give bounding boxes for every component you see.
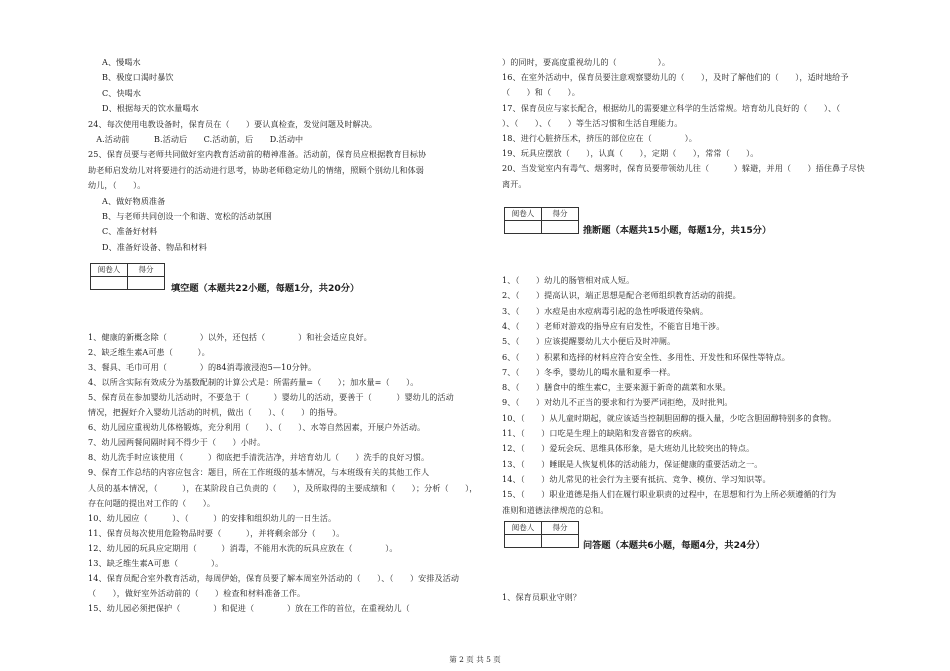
text-line: 3、（ ）水痘是由水痘病毒引起的急性呼吸道传染病。 bbox=[502, 305, 709, 316]
text-line: 19、玩具应摆放（ ），认真（ ），定期（ ），常常（ ）。 bbox=[502, 148, 759, 159]
text-line: B、与老师共同创设一个和谐、宽松的活动氛围 bbox=[102, 211, 272, 221]
text-line: A、慢喝水 bbox=[102, 57, 141, 67]
text-line: 20、当发觉室内有毒气、烟雾时，保育员要带领幼儿往（ ）躲避，并用（ ）捂住鼻子尽快 bbox=[502, 163, 865, 174]
text-line: 9、（ ）对幼儿不正当的要求和行为要严词拒绝，及时批判。 bbox=[502, 397, 733, 408]
text-line: 幼儿，（ ）。 bbox=[88, 180, 146, 191]
text-line: （ ），做好室外活动前的（ ）检查和材料准备工作。 bbox=[88, 587, 306, 598]
text-line: 7、（ ）冬季，婴幼儿的喝水量和夏季一样。 bbox=[502, 366, 676, 377]
score-cell bbox=[542, 535, 579, 548]
score-box-judge bbox=[504, 207, 579, 234]
text-line: 存在问题的提出对工作的（ ）。 bbox=[88, 497, 216, 508]
text-line: 准则和道德法律规范的总和。 bbox=[502, 504, 609, 515]
text-line: 8、幼儿洗手时应该使用（ ）彻底把手清洗洁净，并培育幼儿（ ）洗手的良好习惯。 bbox=[88, 452, 430, 463]
text-line: D、根据每天的饮水量喝水 bbox=[102, 103, 199, 114]
section-title-fill: 填空题（本题共22小题，每题1分，共20分） bbox=[171, 283, 360, 294]
text-line: 离开。 bbox=[502, 178, 527, 189]
text-line: 1、健康的新概念除（ ）以外，还包括（ ）和社会适应良好。 bbox=[88, 332, 372, 342]
text-line: 1、（ ）幼儿的肠管相对成人短。 bbox=[502, 275, 635, 285]
text-line: 14、（ ）幼儿常见的社会行为主要有抵抗、竞争、模仿、学习知识等。 bbox=[502, 473, 771, 484]
text-line: 6、（ ）积累和选择的材料应符合安全性、多用性、开发性和环保性等特点。 bbox=[502, 351, 790, 362]
text-line: 12、幼儿园的玩具应定期用（ ）消毒，不能用水洗的玩具应放在（ ）。 bbox=[88, 542, 398, 553]
reviewer-label: 阅卷人 bbox=[505, 522, 542, 535]
text-line: 7、幼儿园两餐间隔时间不得少于（ ）小时。 bbox=[88, 437, 266, 448]
text-line: 助老师启发幼儿对将要进行的活动进行思考，协助老师稳定幼儿的情绪，照顾个别幼儿和体弱 bbox=[88, 164, 424, 175]
score-box-fill bbox=[90, 263, 165, 290]
text-line: 17、保育员应与家长配合，根据幼儿的需要建立科学的生活常规。培育幼儿良好的（ ）、（ bbox=[502, 102, 849, 113]
text-line: C、快喝水 bbox=[102, 87, 142, 98]
text-line: A、做好物质准备 bbox=[102, 195, 166, 206]
text-line: 24、每次使用电教设备时，保育员在（ ）要认真检查，发觉问题及时解决。 bbox=[88, 118, 378, 129]
score-label: 得分 bbox=[128, 264, 165, 277]
text-line: 9、保育工作总结的内容应包含：题目，所在工作班级的基本情况，与本班级有关的其他工作人 bbox=[88, 467, 430, 478]
text-line: 15、（ ）职业道德是指人们在履行职业职责的过程中，在思想和行为上所必须遵循的行为 bbox=[502, 489, 837, 500]
score-box-qa bbox=[504, 521, 579, 548]
text-line: 4、（ ）老师对游戏的指导应有启发性，不能盲目地干涉。 bbox=[502, 320, 725, 331]
reviewer-cell bbox=[91, 277, 128, 290]
text-line: 12、（ ）爱玩会玩、思维具体形象，是大班幼儿比较突出的特点。 bbox=[502, 443, 755, 454]
text-line: 13、缺乏维生素A可患（ ）。 bbox=[88, 557, 224, 568]
score-cell bbox=[128, 277, 165, 290]
text-line: 11、（ ）口吃是生理上的缺陷和发音器官的疾病。 bbox=[502, 428, 697, 438]
section-title-judge: 推断题（本题共15小题，每题1分，共15分） bbox=[583, 225, 772, 236]
score-cell bbox=[542, 221, 579, 234]
section-title-qa: 问答题（本题共6小题，每题4分，共24分） bbox=[583, 540, 765, 551]
text-line: 16、在室外活动中，保育员要注意观察婴幼儿的（ ），及时了解他们的（ ），适时地给予 bbox=[502, 72, 849, 83]
text-line: ）的同时，要高度重视幼儿的（ ）。 bbox=[502, 57, 671, 67]
text-line: 10、（ ）从儿童时期起，就应该适当控制胆固醇的摄入量，少吃含胆固醇特别多的食物。 bbox=[502, 412, 837, 423]
text-line: 10、幼儿园应（ ）、（ ）的安排和组织幼儿的一日生活。 bbox=[88, 512, 337, 523]
text-line: 6、幼儿园应重视幼儿体格锻炼，充分利用（ ）、（ ）、水等自然因素，开展户外活动。 bbox=[88, 422, 426, 433]
text-line: 2、缺乏维生素A可患（ ）。 bbox=[88, 347, 210, 358]
text-line: （ ）和（ ）。 bbox=[502, 87, 580, 98]
text-line: 1、保育员职业守则？ bbox=[502, 592, 581, 602]
text-line: B、极度口渴时暴饮 bbox=[102, 72, 174, 83]
text-line: 3、餐具、毛巾可用（ ）的84消毒液浸泡5—10分钟。 bbox=[88, 362, 317, 373]
text-line: 11、保育员每次使用危险物品时要（ ），并将剩余部分（ ）。 bbox=[88, 527, 345, 538]
text-line: ）、（ ）、（ ）等生活习惯和生活自理能力。 bbox=[502, 117, 683, 128]
text-line: 5、保育员在参加婴幼儿活动时，不要急于（ ）婴幼儿的活动，要善于（ ）婴幼儿的活动 bbox=[88, 392, 454, 403]
text-line: 15、幼儿园必须把保护（ ）和促进（ ）放在工作的首位，在重视幼儿（ bbox=[88, 602, 427, 613]
text-line: 4、以所含实际有效成分为基数配制的计算公式是：所需药量=（ ）；加水量=（ ）。 bbox=[88, 377, 419, 388]
text-line: 人员的基本情况，（ ），在某阶段自己负责的（ ），及所取得的主要成绩和（ ）；分析（ ）， bbox=[88, 482, 478, 493]
reviewer-label: 阅卷人 bbox=[505, 208, 542, 221]
text-line: D、准备好设备、物品和材料 bbox=[102, 241, 207, 252]
reviewer-label: 阅卷人 bbox=[91, 264, 128, 277]
score-label: 得分 bbox=[542, 522, 579, 535]
text-line: 8、（ ）膳食中的维生素C，主要来源于新奇的蔬菜和水果。 bbox=[502, 382, 731, 393]
text-line: 2、（ ）提高认识，端正思想是配合老师组织教育活动的前提。 bbox=[502, 290, 741, 301]
text-line: 5、（ ）应该提醒婴幼儿大小便后及时冲厕。 bbox=[502, 336, 676, 347]
text-line: 情况，把握好介入婴幼儿活动的时机，做出（ ）、（ ）的指导。 bbox=[88, 407, 343, 418]
score-label: 得分 bbox=[542, 208, 579, 221]
reviewer-cell bbox=[505, 535, 542, 548]
text-line: 25、保育员要与老师共同做好室内教育活动前的精神准备。活动前，保育员应根据教育目标协 bbox=[88, 149, 427, 160]
reviewer-cell bbox=[505, 221, 542, 234]
text-line: 13、（ ）睡眠是人恢复机体的活动能力，保证健康的重要活动之一。 bbox=[502, 458, 763, 469]
text-line: A.活动前 B.活动后 C.活动前，后 D.活动中 bbox=[88, 134, 304, 144]
page-footer: 第 2 页 共 5 页 bbox=[449, 655, 501, 664]
text-line: C、准备好材料 bbox=[102, 226, 158, 237]
text-line: 18、进行心脏挤压术，挤压的部位应在（ ）。 bbox=[502, 133, 697, 143]
text-line: 14、保育员配合室外教育活动，每周伊始，保育员要了解本周室外活动的（ ）、（ ）安排及活动 bbox=[88, 572, 460, 583]
